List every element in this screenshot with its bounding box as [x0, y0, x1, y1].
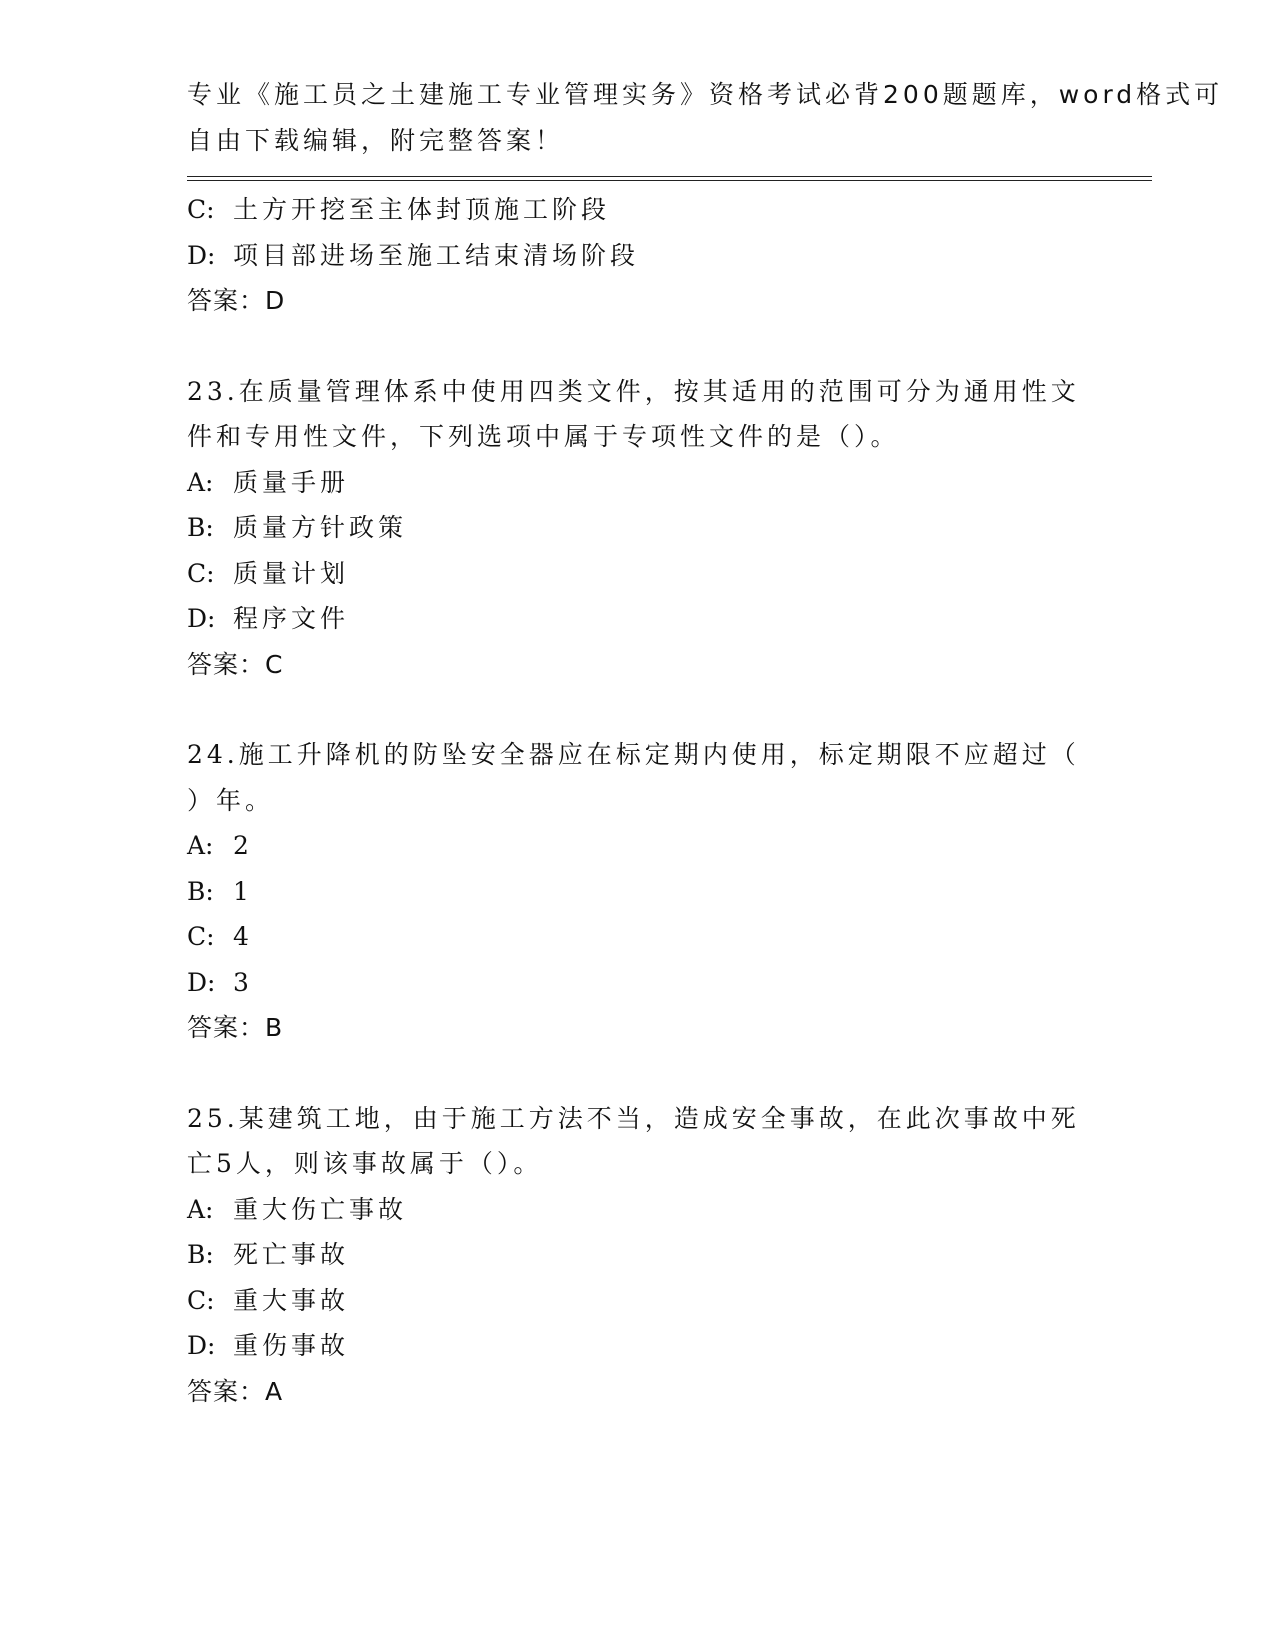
question-content — [187, 187, 1087, 1414]
option-c: C: 质量计划 — [187, 558, 350, 588]
option-a: A: 质量手册 — [187, 467, 350, 497]
spacer — [187, 1051, 1087, 1096]
question-text-line: 件和专用性文件，下列选项中属于专项性文件的是（）。 — [187, 422, 900, 451]
question-22-continuation — [187, 187, 1087, 324]
question-23 — [187, 369, 1087, 688]
option-b: B: 死亡事故 — [187, 1240, 350, 1269]
option-b: B: 质量方针政策 — [187, 513, 408, 542]
question-text-line: 23.在质量管理体系中使用四类文件，按其适用的范围可分为通用性文 — [187, 376, 1080, 406]
option-c: C: 4 — [187, 922, 253, 951]
header-line-1: 专业《施工员之土建施工专业管理实务》资格考试必背200题题库，word格式可 — [187, 80, 1224, 109]
option-d: D: 程序文件 — [187, 604, 350, 633]
header-divider-top — [187, 176, 1152, 177]
header-divider-bottom — [187, 180, 1152, 181]
answer-line: 答案：D — [187, 286, 286, 315]
option-d: D: 项目部进场至施工结束清场阶段 — [187, 240, 640, 270]
question-25 — [187, 1096, 1087, 1415]
option-d: D: 重伤事故 — [187, 1331, 350, 1360]
option-c: C: 重大事故 — [187, 1285, 350, 1315]
question-text-line: 亡5人，则该事故属于（）。 — [187, 1149, 543, 1178]
question-text-line: 24.施工升降机的防坠安全器应在标定期内使用，标定期限不应超过（ — [187, 740, 1080, 769]
spacer — [187, 324, 1087, 369]
option-b: B: 1 — [187, 876, 253, 906]
spacer — [187, 687, 1087, 732]
header-line-2: 自由下载编辑，附完整答案！ — [187, 125, 565, 155]
option-a: A: 重大伤亡事故 — [187, 1194, 408, 1224]
question-24 — [187, 732, 1087, 1051]
answer-line: 答案：B — [187, 1013, 284, 1042]
question-text-line: ）年。 — [187, 785, 275, 815]
document-header — [187, 72, 1224, 163]
option-c: C: 土方开挖至主体封顶施工阶段 — [187, 195, 611, 224]
answer-line: 答案：C — [187, 649, 284, 679]
option-d: D: 3 — [187, 967, 253, 997]
option-a: A: 2 — [187, 831, 253, 860]
answer-line: 答案：A — [187, 1376, 284, 1406]
question-text-line: 25.某建筑工地，由于施工方法不当，造成安全事故，在此次事故中死 — [187, 1103, 1080, 1133]
